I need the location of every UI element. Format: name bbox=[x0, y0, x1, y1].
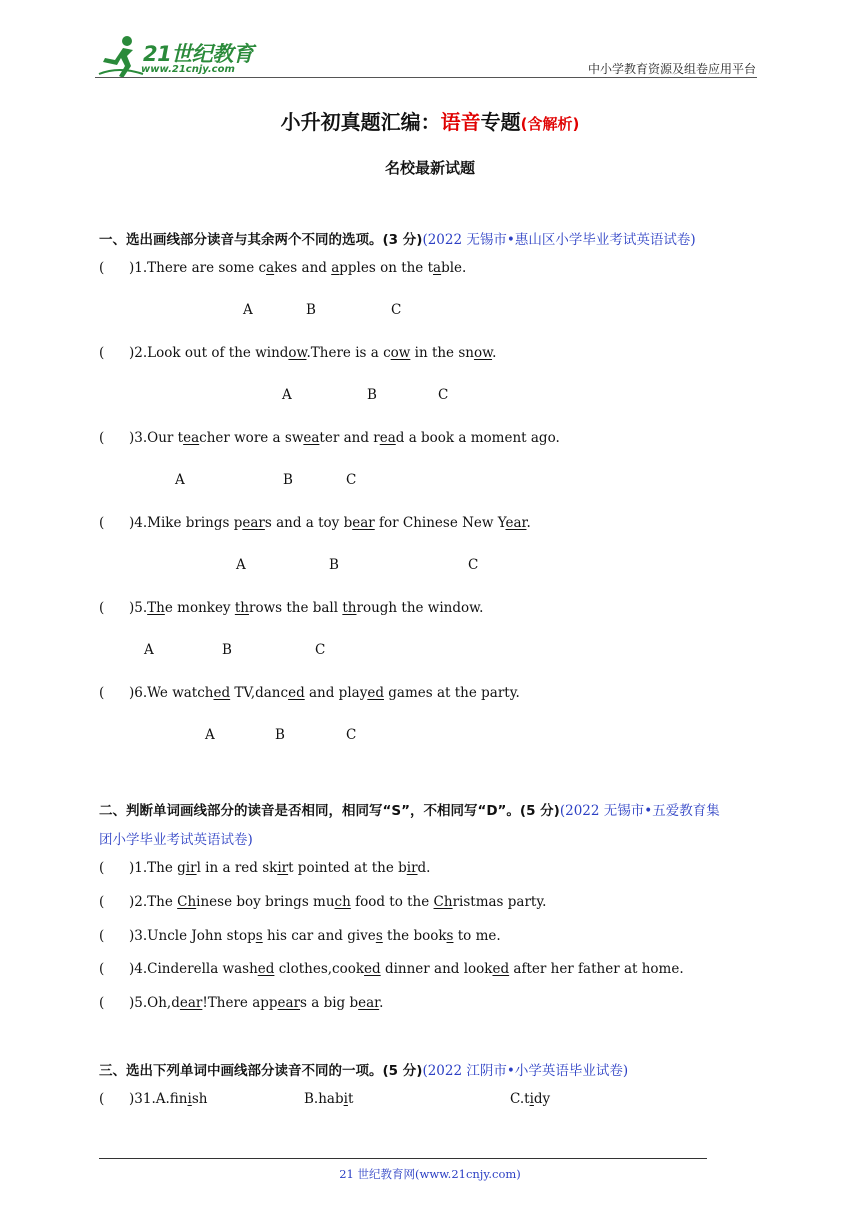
runner-logo-icon bbox=[93, 34, 145, 80]
option-a: )31.A.finish bbox=[129, 1091, 208, 1107]
question-line: )4.Cinderella washed clothes,cooked dinner and looked after her father at home. bbox=[129, 961, 684, 977]
option-label: C bbox=[468, 557, 479, 573]
answer-paren[interactable]: ( bbox=[99, 928, 105, 944]
section1-heading-text: 一、选出画线部分读音与其余两个不同的选项。(3 分) bbox=[99, 232, 423, 248]
platform-name: 中小学教育资源及组卷应用平台 bbox=[587, 62, 756, 76]
section2-heading-cont bbox=[99, 828, 253, 848]
question-line: )1.There are some cakes and apples on the table. bbox=[129, 260, 467, 276]
section1-heading bbox=[99, 228, 696, 248]
option-label: B bbox=[222, 642, 232, 658]
option-label: C bbox=[391, 302, 402, 318]
question-line: )5.Oh,dear!There appears a big bear. bbox=[129, 995, 384, 1011]
answer-paren[interactable]: ( bbox=[99, 515, 105, 531]
answer-paren[interactable]: ( bbox=[99, 685, 105, 701]
option-label: C bbox=[315, 642, 326, 658]
question-line: )3.Uncle John stops his car and gives the books to me. bbox=[129, 928, 501, 944]
option-label: C bbox=[346, 727, 357, 743]
title-rest: 专题 bbox=[480, 110, 521, 134]
option-label: A bbox=[144, 642, 154, 658]
footer-text[interactable]: 21 世纪教育网(www.21cnjy.com) bbox=[339, 1167, 521, 1181]
section1-source: (2022 无锡市•惠山区小学毕业考试英语试卷) bbox=[422, 232, 696, 248]
option-label: B bbox=[275, 727, 285, 743]
answer-paren[interactable]: ( bbox=[99, 260, 105, 276]
title-main: 小升初真题汇编： bbox=[280, 110, 441, 134]
option-label: A bbox=[243, 302, 253, 318]
option-label: A bbox=[236, 557, 246, 573]
answer-paren[interactable]: ( bbox=[99, 860, 105, 876]
option-label: B bbox=[283, 472, 293, 488]
logo bbox=[93, 34, 263, 82]
section2-source: (2022 无锡市•五爱教育集 bbox=[559, 803, 720, 819]
section2-heading bbox=[99, 799, 720, 819]
section2-source-cont: 团小学毕业考试英语试卷) bbox=[99, 832, 253, 848]
answer-paren[interactable]: ( bbox=[99, 600, 105, 616]
option-label: A bbox=[175, 472, 185, 488]
question-line: )4.Mike brings pears and a toy bear for Chinese New Year. bbox=[129, 515, 531, 531]
option-label: B bbox=[367, 387, 377, 403]
option-label: B bbox=[329, 557, 339, 573]
title-highlight: 语音 bbox=[440, 110, 481, 134]
title-note: (含解析) bbox=[520, 115, 580, 133]
question-line: )6.We watched TV,danced and played games at the party. bbox=[129, 685, 520, 701]
logo-url: www.21cnjy.com bbox=[141, 64, 235, 75]
section3-heading bbox=[99, 1059, 628, 1079]
option-b: B.habit bbox=[304, 1091, 354, 1107]
option-label: B bbox=[306, 302, 316, 318]
option-label: A bbox=[205, 727, 215, 743]
question-line: )2.Look out of the window.There is a cow in the snow. bbox=[129, 345, 497, 361]
section2-heading-text: 二、判断单词画线部分的读音是否相同，相同写“S”，不相同写“D”。(5 分) bbox=[99, 803, 560, 819]
answer-paren[interactable]: ( bbox=[99, 345, 105, 361]
option-label: C bbox=[346, 472, 357, 488]
answer-paren[interactable]: ( bbox=[99, 1091, 105, 1107]
option-label: A bbox=[282, 387, 292, 403]
section3-heading-text: 三、选出下列单词中画线部分读音不同的一项。(5 分) bbox=[99, 1063, 423, 1079]
answer-paren[interactable]: ( bbox=[99, 995, 105, 1011]
section3-source: (2022 江阴市•小学英语毕业试卷) bbox=[422, 1063, 629, 1079]
option-label: C bbox=[438, 387, 449, 403]
header-divider bbox=[95, 77, 757, 78]
question-line: )5.The monkey throws the ball through the window. bbox=[129, 600, 484, 616]
question-line: )1.The girl in a red skirt pointed at the bird. bbox=[129, 860, 431, 876]
question-line: )2.The Chinese boy brings much food to the Christmas party. bbox=[129, 894, 547, 910]
answer-paren[interactable]: ( bbox=[99, 894, 105, 910]
option-c: C.tidy bbox=[510, 1091, 551, 1107]
page-subtitle: 名校最新试题 bbox=[384, 159, 475, 177]
answer-paren[interactable]: ( bbox=[99, 430, 105, 446]
footer-divider bbox=[99, 1158, 707, 1159]
answer-paren[interactable]: ( bbox=[99, 961, 105, 977]
page-title bbox=[0, 106, 860, 135]
logo-text: 21世纪教育 bbox=[143, 42, 254, 66]
question-line: )3.Our teacher wore a sweater and read a book a moment ago. bbox=[129, 430, 560, 446]
